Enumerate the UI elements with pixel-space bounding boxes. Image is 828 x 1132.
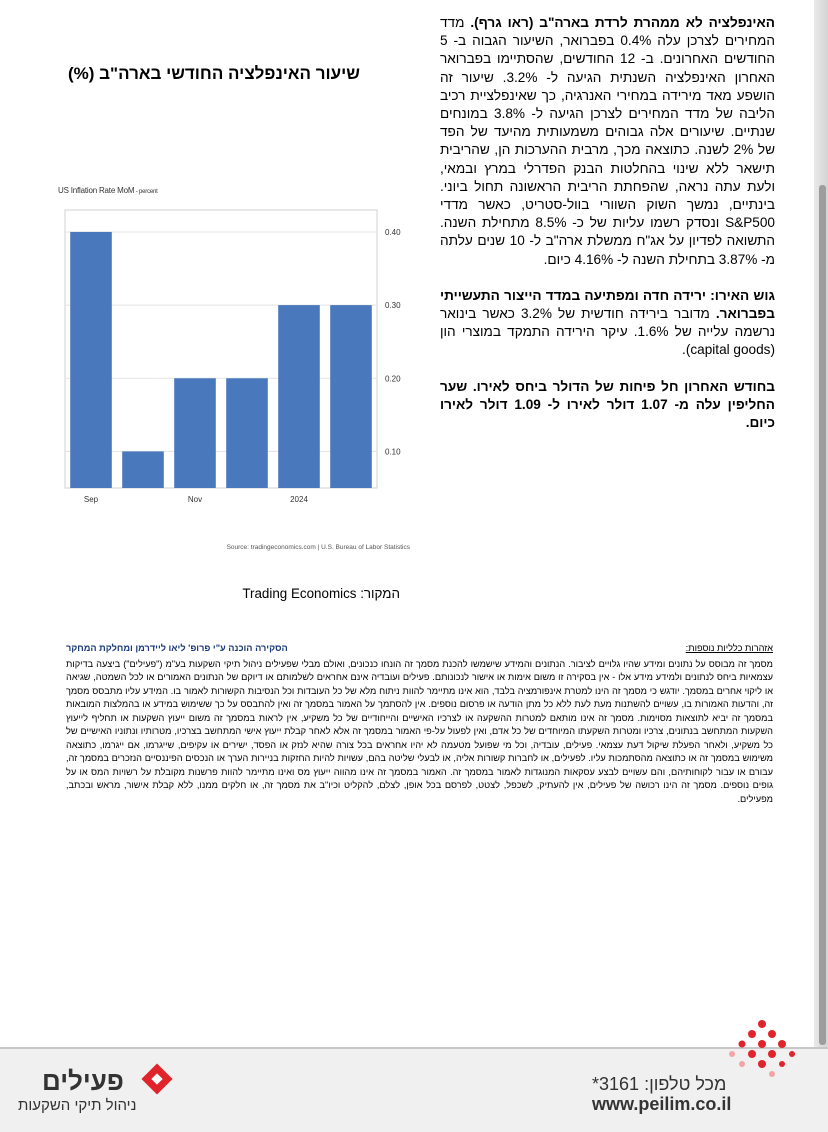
disclaimer-header — [66, 642, 773, 656]
chart-canvas — [55, 180, 410, 520]
chart-title-unit: - percent — [134, 189, 158, 195]
bar — [278, 305, 320, 488]
disclaimer-label: אזהרות כלליות נוספות: — [685, 643, 773, 653]
scrollbar-thumb[interactable] — [819, 185, 826, 1045]
paragraph-text: מדד המחירים לצרכן עלה 0.4% בפברואר, השיעור הגבוה ב- 5 החודשים האחרונים. ב- 12 החודשים, שהסתיימו בפברואר האחרון האינפלציה השנתית הגיעה ל- 3.2%. שיעור זה הושפע מאד מירידה במחירי האנרגיה, כך שאינפלציית רכיב הליבה של מדד המחירים לצרכן הגיעה ל- 3.8% במונחים שנתיים. שיעורים אלה גבוהים משמעותית מהיעד של הפד של 2% לשנה. כתוצאה מכך, מרבית ההערכות הן, שהריבית תישאר ללא שינוי בהחלטות הבנק הפדרלי במרץ ובמאי, ולעת עתה נראה, שהפחתת הריבית הראשונה תחול ביוני. בינתיים, נמשך השוק השוורי בוול-סטריט, כאשר מדדי S&P500 ונסדק רשמו עליות של כ- 8.5% מתחילת השנה. התשואה לפדיון על אג"ח ממשלת ארה"ב ל- 10 שנים עלתה מ- 3.87% בתחילת השנה ל- 4.16% כיום. — [440, 15, 776, 267]
logo-subtitle: ניהול תיקי השקעות — [18, 1097, 137, 1114]
y-tick-label: 0.10 — [385, 447, 401, 457]
paragraph-dollar-euro — [440, 378, 775, 433]
source-line: המקור: Trading Economics — [242, 586, 400, 601]
paragraph-us-inflation — [440, 14, 775, 269]
phone-number: מכל טלפון: 3161* — [592, 1074, 727, 1094]
bar — [174, 378, 216, 488]
bar — [226, 378, 268, 488]
chart-heading: שיעור האינפלציה החודשי בארה"ב (%) — [68, 64, 360, 83]
disclaimer-author: הסקירה הוכנה ע"י פרופ' ליאו ליידרמן ומחלקת המחקר — [66, 643, 288, 653]
paragraph-heading: בחודש האחרון חל פיחות של הדולר ביחס לאירו. שער החליפין עלה מ- 1.07 דולר לאירו ל- 1.09 דולר לאירו כיום. — [440, 378, 775, 431]
inflation-chart — [55, 180, 410, 560]
x-tick-label: Nov — [187, 495, 203, 504]
disclaimer — [66, 642, 773, 824]
paragraph-heading: גוש האירו: ירידה חדה ומפתיעה במדד הייצור התעשייתי בפברואר. — [440, 287, 775, 322]
paragraph-eurozone — [440, 287, 775, 360]
article-column — [440, 14, 775, 450]
bar — [122, 451, 164, 488]
y-tick-label: 0.30 — [385, 301, 401, 311]
logo-dots-icon — [724, 1018, 804, 1078]
y-tick-label: 0.40 — [385, 227, 401, 237]
chart-title-text: US Inflation Rate MoM — [58, 186, 135, 195]
bar — [330, 305, 372, 488]
logo-name: פעילים — [42, 1066, 124, 1096]
bar — [70, 232, 112, 488]
disclaimer-text: מסמך זה מבוסס על נתונים ומידע שהיו גלויים לציבור. הנתונים והמידע שישמשו להכנת מסמך זה הונחו כנכונים, ואולם מבלי שפעילים ניהול תיקי השקעות בע"מ ("פעילים") ביצעה בדיקות עצמאיות ביחס לנתונים ולמידע מידע אלו - אין בסקירה זו משום אימות או אישור לנכונותם. פעילים ועובדיה אינם אחראים לשלמותם או דיוקם של הנתונים האמורים או לכל השמטה, שגיאה או ליקוי אחרים במסמך. יודגש כי מסמך זה הינו למטרת אינפורמציה בלבד, הוא אינו מתיימר להוות ניתוח מלא של כל העובדות וכל הנסיבות הקשורות לאמור בו. המידע עליו מתבסס מסמך זה, והדעות האמורות בו, עשויים להשתנות מעת לעת ללא כל מתן הודעה או פרסום נוספים. אין להסתמך על האמור במסמך זה ואין להתבסס על כך ששימוש במידע או בהמלצות המובאות במסמך זה יביא לתוצאות מסוימות. מסמך זה אינו מותאם למטרות ההשקעה או לצרכיו האישיים והייחודיים של כל משקיע, אין לראות במסמך זה משום ייעוץ השקעות או תחליף לייעוץ השקעות המתחשב בנתונים, צרכיו ומטרות השקעתו המיוחדים של כל אדם, ואין לפעול על-פי האמור במסמך זה אלא לאחר קבלת ייעוץ אישי המתחשב בצרכיו, מטרותיו ונתוניו האישיים של כל משקיע, ולאחר הפעלת שיקול דעת עצמאי. פעילים, עובדיה, וכל מי שפועל מטעמה לא יהיו אחראים בכל צורה שהיא לנזק או הפסד, ישירים או עקיפים, שייגרמו, אם ייגרמו, כתוצאה משימוש במסמך זה או כתוצאה מהסתמכות עליו. לפעילים, או לחברות קשורות אליה, או לבעלי שליטה בהם, עשויות להיות החזקות בניירות הערך או הנכסים הפיננסיים הנזכרים במסמך זה, עבורם או עבור לקוחותיהם, והם עשויים לבצע עסקאות המנוגדות לאמור במסמך זה. האמור במסמך זה אינו מהווה ייעוץ מס ואינו מתיימר להוות פרשנות מקובלת על רשויות המס או על גופים נוספים. מסמך זה הינו רכושה של פעילים, אין להעתיק, לשכפל, לצטט, לפרסם בכל אופן, לצלם, להקליט וכיו"ב את מסמך זה, או חלקים ממנו, ללא קבלת אישור, מראש ובכתב, מפעילים. — [66, 658, 773, 805]
paragraph-heading: האינפלציה לא ממהרת לרדת בארה"ב (ראו גרף). — [470, 15, 775, 30]
chart-source: Source: tradingeconomics.com | U.S. Bureau of Labor Statistics — [226, 544, 410, 551]
x-tick-label: 2024 — [290, 495, 308, 504]
website-link[interactable]: www.peilim.co.il — [592, 1094, 732, 1114]
x-tick-label: Sep — [83, 495, 99, 504]
y-tick-label: 0.20 — [385, 374, 401, 384]
paragraph-text: מדובר בירידה חודשית של 3.2% כאשר בינואר נרשמה עלייה של 1.6%. עיקר הירידה התמקד במוצרי הון (capital goods). — [440, 306, 776, 358]
footer-divider — [0, 1047, 828, 1049]
